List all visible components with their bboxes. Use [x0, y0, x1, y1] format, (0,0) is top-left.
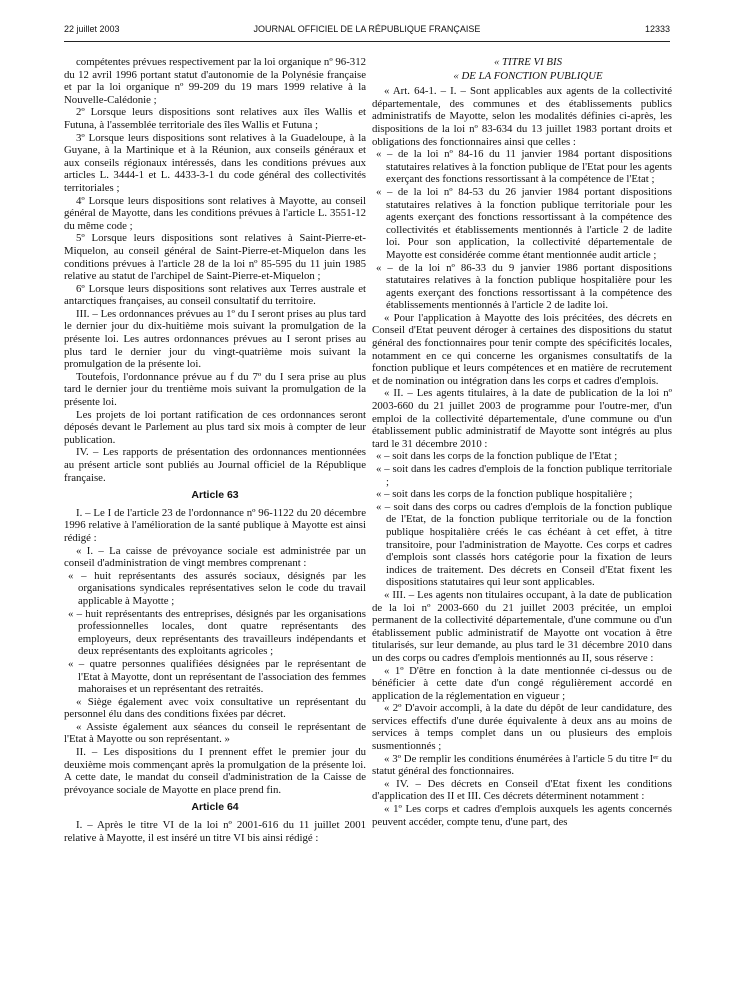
- header-date: 22 juillet 2003: [64, 24, 120, 34]
- paragraph: 4º Lorsque leurs dispositions sont relatives à Mayotte, au conseil général de Mayotte, dans les conditions prévues à l'article L. 3551-12 du même code ;: [64, 194, 366, 232]
- article-heading: Article 63: [191, 489, 239, 502]
- paragraph: IV. – Les rapports de présentation des ordonnances mentionnées au présent article sont publiés au Journal officiel de la République française.: [64, 446, 366, 484]
- list-item: « – huit représentants des assurés sociaux, désignés par les organisations syndicales représentatives selon le code du travail applicable à Mayotte ;: [68, 569, 366, 607]
- paragraph: 5º Lorsque leurs dispositions sont relatives à Saint-Pierre-et-Miquelon, au conseil général de Saint-Pierre-et-Miquelon dans les conditions prévues à l'article 28 de la loi nº 85-595 du 11 juin 1985 relative au statut de l'archipel de Saint-Pierre-et-Miquelon ;: [64, 232, 366, 283]
- article-heading: Article 64: [191, 801, 239, 814]
- title-heading: « TITRE VI BIS: [493, 56, 563, 68]
- list-item: « – huit représentants des entreprises, désignés par les organisations professionnelles locales, dont quatre représentants des employeurs, deux représentants des travailleurs indépendants et deux représentants des exploitants agricoles ;: [68, 607, 366, 658]
- right-column: [372, 56, 672, 828]
- paragraph: « III. – Les agents non titulaires occupant, à la date de publication de la loi nº 2003-660 du 21 juillet 2003 précitée, un emploi permanent de la collectivité départementale, d'une commune ou d'un établissement public administratif de Mayotte ont vocation à être titularisés, sur leur demande, au plus tard le 31 décembre 2010 dans un des corps ou cadres d'emplois mentionnés au II, sous réserve :: [372, 588, 672, 664]
- list-item: « – soit dans les cadres d'emplois de la fonction publique territoriale ;: [376, 463, 672, 488]
- paragraph: « Art. 64-1. – I. – Sont applicables aux agents de la collectivité départementale, des communes et des établissements publics administratifs de Mayotte, selon les modalités définies ci-après, les dispositions de la loi nº 83-634 du 13 juillet 1983 portant droits et obligations des fonctionnaires ainsi que celles :: [372, 85, 672, 148]
- paragraph: « IV. – Des décrets en Conseil d'Etat fixent les conditions d'application des II et III. Ces décrets déterminent notamment :: [372, 777, 672, 803]
- list-item: « – de la loi nº 86-33 du 9 janvier 1986 portant dispositions statutaires relatives à la fonction publique hospitalière pour les agents exerçant des fonctions ressortissant à la compétence des établissements mentionnés à l'article 2 de ladite loi.: [376, 261, 672, 312]
- list-item: « – soit dans des corps ou cadres d'emplois de la fonction publique de l'Etat, de la fonction publique territoriale ou de la fonction publique hospitalière créés le cas échéant à cet effet, à titre transitoire, pour l'administration de Mayotte. Ces corps et cadres d'emplois sont classés hors catégorie pour la fixation de leurs indices de traitement. Des décrets en Conseil d'Etat fixent les dispositions statutaires qui leur sont applicables.: [376, 500, 672, 589]
- paragraph: I. – Le I de l'article 23 de l'ordonnance nº 96-1122 du 20 décembre 1996 relative à l'amélioration de la santé publique à Mayotte est ainsi rédigé :: [64, 506, 366, 544]
- paragraph: Les projets de loi portant ratification de ces ordonnances seront déposés devant le Parlement au plus tard six mois à compter de leur publication.: [64, 408, 366, 446]
- paragraph: « 1º D'être en fonction à la date mentionnée ci-dessus ou de bénéficier à cette date d'un congé régulièrement accordé en application de la réglementation en vigueur ;: [372, 664, 672, 702]
- list-item: « – de la loi nº 84-53 du 26 janvier 1984 portant dispositions statutaires relatives à la fonction publique territoriale pour les agents exerçant des fonctions ressortissant à la compétence des collectivités et établissements mentionnés à l'article 2 de ladite loi. Pour son application, la collectivité départementale de Mayotte est considérée comme étant mentionnée audit article ;: [376, 185, 672, 261]
- paragraph: « II. – Les agents titulaires, à la date de publication de la loi nº 2003-660 du 21 juillet 2003 de programme pour l'outre-mer, d'un emploi de la collectivité départementale, d'une commune ou d'un établissement public administratif de Mayotte sont intégrés au plus tard le 31 décembre 2010 :: [372, 387, 672, 450]
- paragraph: « 3º De remplir les conditions énumérées à l'article 5 du titre Iᵉʳ du statut général des fonctionnaires.: [372, 752, 672, 778]
- paragraph: « Pour l'application à Mayotte des lois précitées, des décrets en Conseil d'Etat peuvent déroger à certaines des dispositions du statut général des fonctionnaires pour tenir compte des spécificités locales, notamment en ce qui concerne les organismes consultatifs de la fonction publique et leurs compétences et en matière de recrutement et de nomination ou intégration dans les corps et cadres d'emplois.: [372, 311, 672, 387]
- paragraph: « I. – La caisse de prévoyance sociale est administrée par un conseil d'administration de vingt membres comprenant :: [64, 544, 366, 570]
- paragraph: I. – Après le titre VI de la loi nº 2001-616 du 11 juillet 2001 relative à Mayotte, il est inséré un titre VI bis ainsi rédigé :: [64, 819, 366, 844]
- list-item: « – soit dans les corps de la fonction publique hospitalière ;: [376, 488, 633, 501]
- paragraph: « Assiste également aux séances du conseil le représentant de l'Etat à Mayotte ou son représentant. »: [64, 720, 366, 746]
- header-journal-title: JOURNAL OFFICIEL DE LA RÉPUBLIQUE FRANÇAISE: [253, 24, 481, 34]
- paragraph: « 2º D'avoir accompli, à la date du dépôt de leur candidature, des services effectifs d'une durée équivalente à deux ans au moins de services à temps complet dans un ou plusieurs des emplois susmentionnés ;: [372, 702, 672, 753]
- paragraph: « 1º Les corps et cadres d'emplois auxquels les agents concernés peuvent accéder, compte tenu, d'une part, des: [372, 803, 672, 828]
- list-item: « – quatre personnes qualifiées désignées par le représentant de l'Etat à Mayotte, dont un représentant de l'association des femmes mahoraises et un représentant des retraités.: [68, 657, 366, 696]
- paragraph: compétentes prévues respectivement par la loi organique nº 96-312 du 12 avril 1996 portant statut d'autonomie de la Polynésie française et par la loi organique nº 99-209 du 19 mars 1999 relative à la Nouvelle-Calédonie ;: [64, 56, 366, 106]
- list-item: « – soit dans les corps de la fonction publique de l'Etat ;: [376, 450, 618, 463]
- title-subheading: « DE LA FONCTION PUBLIQUE: [453, 69, 603, 82]
- paragraph: 3º Lorsque leurs dispositions sont relatives à la Guadeloupe, à la Guyane, à la Martinique et à la Réunion, aux conseils généraux et aux conseils régionaux intéressés, dans les conditions prévues aux articles L. 3444-1 et L. 4433-3-1 du code général des collectivités territoriales ;: [64, 131, 366, 194]
- left-column: [64, 56, 366, 844]
- header-page-number: 12333: [644, 24, 670, 34]
- paragraph: III. – Les ordonnances prévues au 1º du I seront prises au plus tard le dernier jour du dix-huitième mois suivant la promulgation de la présente loi. Les autres ordonnances prévues au I seront prises au plus tard le dernier jour du vingt-quatrième mois suivant la promulgation de la présente loi.: [64, 307, 366, 371]
- list-item: « – de la loi nº 84-16 du 11 janvier 1984 portant dispositions statutaires relatives à la fonction publique de l'Etat pour les agents exerçant des fonctions ressortissant à la compétence de l'Etat ;: [376, 148, 672, 186]
- paragraph: 2º Lorsque leurs dispositions sont relatives aux îles Wallis et Futuna, à l'assemblée territoriale des îles Wallis et Futuna ;: [64, 106, 366, 131]
- paragraph: Toutefois, l'ordonnance prévue au f du 7º du I sera prise au plus tard le dernier jour du trentième mois suivant la promulgation de la présente loi.: [64, 370, 366, 409]
- paragraph: II. – Les dispositions du I prennent effet le premier jour du deuxième mois commençant après la promulgation de la présente loi. A cette date, le mandat du conseil d'administration de la Caisse de prévoyance sociale de Mayotte en place prend fin.: [64, 746, 366, 796]
- paragraph: « Siège également avec voix consultative un représentant du personnel élu dans des conditions fixées par décret.: [64, 695, 366, 721]
- paragraph: 6º Lorsque leurs dispositions sont relatives aux Terres australe et antarctiques françaises, au conseil consultatif du territoire.: [64, 282, 366, 308]
- header-rule: [64, 41, 670, 42]
- page-header: [64, 24, 670, 40]
